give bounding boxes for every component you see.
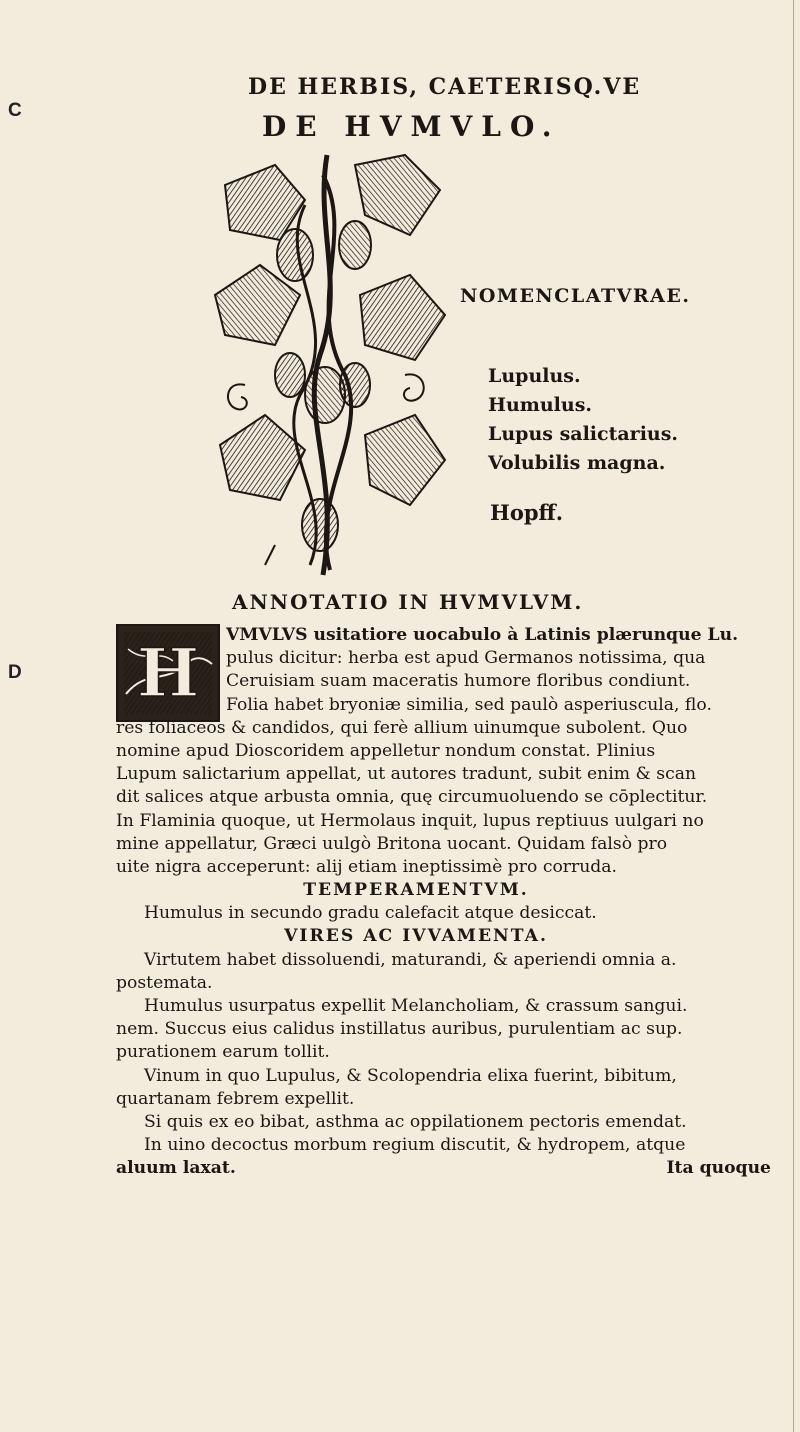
text-line: Humulus usurpatus expellit Melancholiam, & crassum sangui. (144, 996, 688, 1016)
text-line: uite nigra acceperunt: alij etiam ineptissimè pro corruda. (116, 856, 618, 877)
nomenclature-heading: NOMENCLATVRAE. (460, 285, 691, 307)
names-list (488, 362, 678, 478)
section-heading: TEMPERAMENTVM. (303, 880, 529, 901)
german-name: Hopff. (490, 500, 564, 525)
last-line (116, 1157, 771, 1180)
text-line: nem. Succus eius calidus instillatus auribus, purulentiam ac sup. (116, 1019, 683, 1040)
text-line: quartanam febrem expellit. (116, 1088, 355, 1109)
chapter-title: DE HVMVLO. (262, 110, 561, 143)
text-line: Vinum in quo Lupulus, & Scolopendria elixa fuerint, bibitum, (144, 1065, 677, 1086)
margin-letter-d: D (8, 662, 22, 683)
text-line: purationem earum tollit. (116, 1042, 330, 1063)
text-line: Folia habet bryoniæ similia, sed paulò asperiuscula, flo. (226, 694, 712, 715)
text-line: pulus dicitur: herba est apud Germanos notissima, qua (226, 648, 706, 669)
text-line: Si quis ex eo bibat, asthma ac oppilationem pectoris emendat. (144, 1111, 687, 1132)
margin-letter-c: C (8, 100, 22, 121)
list-item: Lupus salictarius. (488, 423, 679, 445)
annotation-heading: ANNOTATIO IN HVMVLVM. (232, 590, 584, 614)
text-line: Lupum salictarium appellat, ut autores tradunt, subit enim & scan (116, 764, 697, 785)
list-item: Lupulus. (488, 365, 581, 387)
text-line: Ceruisiam suam maceratis humore floribus condiunt. (226, 671, 691, 692)
text-line: In Flaminia quoque, ut Hermolaus inquit, lupus reptiuus uulgari no (116, 810, 704, 831)
text-line: In uino decoctus morbum regium discutit, & hydropem, atque (144, 1135, 686, 1156)
running-head: DE HERBIS, CAETERISQ.VE (248, 74, 642, 100)
hop-plant-woodcut (205, 145, 450, 585)
last-line-text: aluum laxat. (116, 1158, 236, 1179)
list-item: Humulus. (488, 394, 593, 416)
initial-letter: H (136, 634, 200, 712)
section-heading: VIRES AC IVVAMENTA. (284, 926, 548, 947)
text-line: VMVLVS usitatiore uocabulo à Latinis plærunque Lu. (226, 625, 739, 645)
list-item: Volubilis magna. (488, 452, 666, 474)
text-line: res foliaceos & candidos, qui ferè allium uinumque subolent. Quo (116, 717, 688, 738)
catchword: Ita quoque (666, 1158, 771, 1179)
text-line: nomine apud Dioscoridem appelletur nondum constat. Plinius (116, 740, 656, 761)
text-line: mine appellatur, Græci uulgò Britona uocant. Quidam falsò pro (116, 833, 668, 854)
text-line: dit salices atque arbusta omnia, quę circumuoluendo se cōplectitur. (116, 787, 708, 808)
annotation-body (116, 624, 771, 1181)
text-line: Virtutem habet dissoluendi, maturandi, & aperiendi omnia a. (144, 949, 677, 970)
page-edge (793, 0, 794, 1432)
text-line: Humulus in secundo gradu calefacit atque desiccat. (144, 903, 597, 924)
text-line: postemata. (116, 972, 213, 993)
